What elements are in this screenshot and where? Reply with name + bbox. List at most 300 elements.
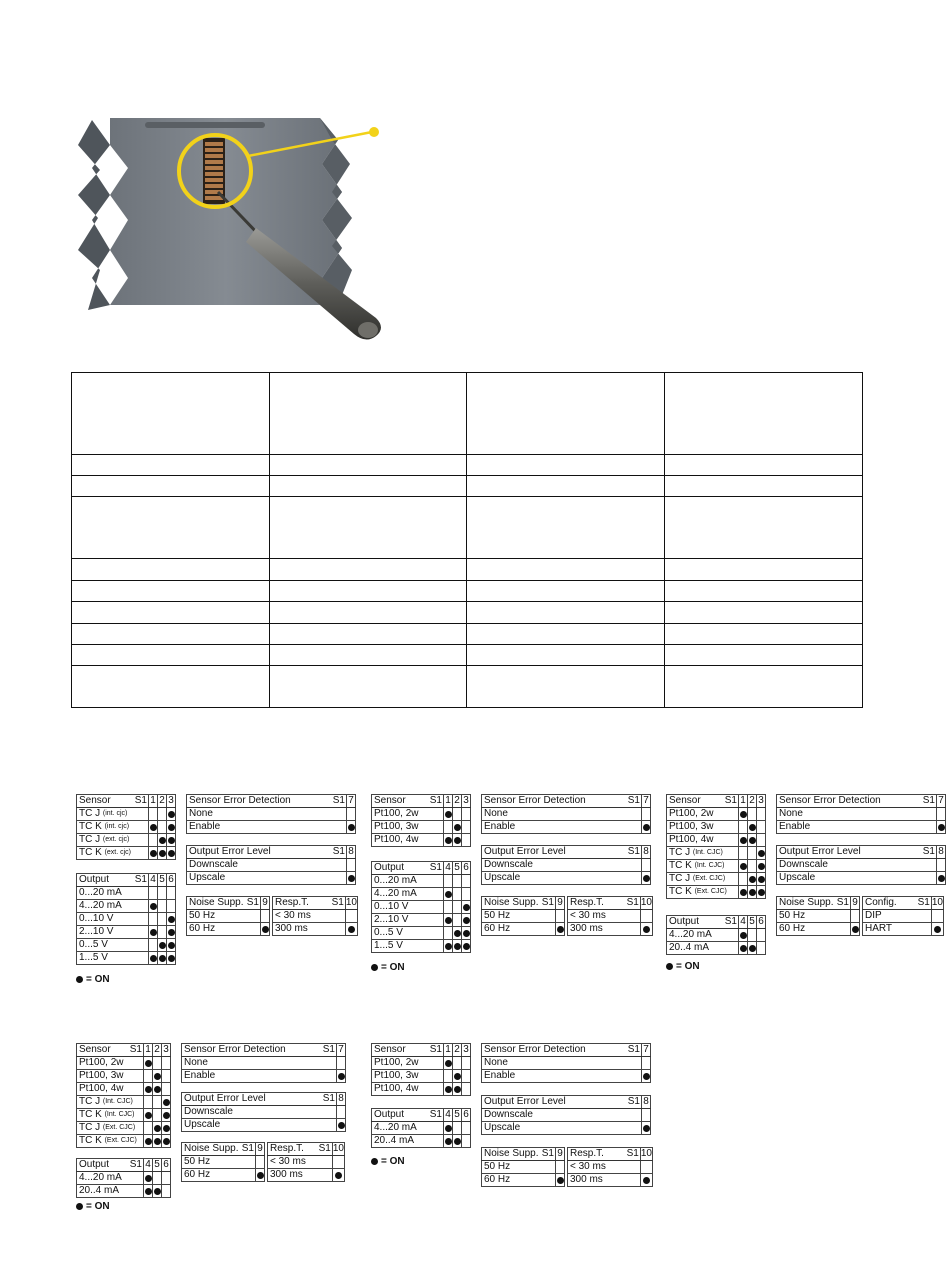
table-header bbox=[268, 1143, 345, 1156]
option-label: < 30 ms bbox=[568, 1161, 641, 1174]
switch-cell bbox=[167, 900, 176, 913]
switch-cell bbox=[640, 910, 652, 923]
switch-cell bbox=[462, 1122, 471, 1135]
option-text: TC J bbox=[669, 847, 691, 858]
header-cell bbox=[268, 1143, 333, 1156]
table-row bbox=[77, 1135, 171, 1148]
switch-cell bbox=[149, 900, 158, 913]
option-text: TC J bbox=[79, 1122, 101, 1133]
on-dot-icon bbox=[643, 1177, 650, 1184]
option-text: Pt100, 2w bbox=[374, 1057, 419, 1068]
switch-id: S1 bbox=[917, 897, 930, 908]
option-text: Pt100, 2w bbox=[79, 1057, 124, 1068]
switch-cell bbox=[149, 926, 158, 939]
switch-cell bbox=[642, 1109, 651, 1122]
option-text: 2...10 V bbox=[374, 914, 409, 925]
on-dot-icon bbox=[445, 1060, 452, 1067]
table-row bbox=[77, 834, 176, 847]
switch-cell bbox=[167, 887, 176, 900]
grid-cell bbox=[467, 666, 665, 708]
on-dot-icon bbox=[371, 1158, 378, 1165]
table-title: Output bbox=[374, 1109, 405, 1120]
switch-cell bbox=[642, 1122, 651, 1135]
switch-cell bbox=[462, 834, 471, 847]
on-dot-icon bbox=[338, 1122, 345, 1129]
on-dot-icon bbox=[335, 1172, 342, 1179]
option-label: 60 Hz bbox=[482, 1174, 556, 1187]
switch-cell bbox=[167, 847, 176, 860]
switch-cell bbox=[444, 1122, 453, 1135]
table-header bbox=[182, 1143, 265, 1156]
switch-number: 2 bbox=[154, 1044, 160, 1055]
switch-cell bbox=[462, 875, 471, 888]
sensor-table bbox=[371, 1043, 471, 1096]
legend-text: = ON bbox=[381, 962, 405, 973]
option-label: Downscale bbox=[187, 859, 347, 872]
table-row bbox=[568, 1161, 653, 1174]
switch-cell bbox=[851, 923, 860, 936]
table-row bbox=[777, 859, 946, 872]
grid-cell bbox=[72, 624, 270, 645]
switch-cell bbox=[158, 847, 167, 860]
grid-cell bbox=[467, 581, 665, 602]
switch-id: S1 bbox=[724, 795, 737, 806]
oel-table bbox=[481, 1095, 651, 1135]
option-label: 300 ms bbox=[568, 923, 641, 936]
option-label bbox=[77, 939, 149, 952]
switch-cell bbox=[937, 808, 946, 821]
option-label bbox=[372, 901, 444, 914]
table-title: Config. bbox=[865, 897, 897, 908]
switch-cell bbox=[144, 1122, 153, 1135]
on-dot-icon bbox=[740, 945, 747, 952]
grid-cell bbox=[467, 373, 665, 455]
table-title: Sensor Error Detection bbox=[189, 795, 291, 806]
on-dot-icon bbox=[445, 811, 452, 818]
grid-cell bbox=[270, 476, 467, 497]
on-dot-icon bbox=[76, 1203, 83, 1210]
switch-number: 10 bbox=[640, 897, 652, 908]
table-title: Output bbox=[79, 874, 110, 885]
switch-cell bbox=[167, 808, 176, 821]
table-title: Output Error Level bbox=[779, 846, 861, 857]
option-label bbox=[77, 808, 149, 821]
on-dot-icon bbox=[150, 824, 157, 831]
option-label bbox=[77, 1096, 144, 1109]
option-text: TC K bbox=[79, 1135, 102, 1146]
option-label: None bbox=[482, 1057, 642, 1070]
switch-number: 7 bbox=[643, 1044, 649, 1055]
option-label bbox=[667, 847, 739, 860]
switch-cell bbox=[347, 872, 356, 885]
switch-cell bbox=[153, 1096, 162, 1109]
switch-cell bbox=[162, 1172, 171, 1185]
table-row bbox=[863, 910, 944, 923]
option-label: < 30 ms bbox=[268, 1156, 333, 1169]
grid-cell bbox=[72, 497, 270, 559]
table-row bbox=[482, 808, 651, 821]
switch-number: 7 bbox=[938, 795, 944, 806]
legend-text: = ON bbox=[381, 1156, 405, 1167]
table-row bbox=[268, 1156, 345, 1169]
switch-id: S1 bbox=[724, 916, 737, 927]
header-cell bbox=[273, 897, 346, 910]
on-dot-icon bbox=[150, 955, 157, 962]
switch-number: 9 bbox=[557, 1148, 563, 1159]
table-row bbox=[482, 1109, 651, 1122]
on-dot-icon bbox=[463, 930, 470, 937]
option-text: 4...20 mA bbox=[374, 1122, 417, 1133]
on-dot-icon bbox=[740, 889, 747, 896]
switch-cell bbox=[153, 1172, 162, 1185]
table-header bbox=[482, 846, 651, 859]
switch-cell bbox=[149, 834, 158, 847]
switch-cell bbox=[640, 1174, 652, 1187]
option-label bbox=[372, 821, 444, 834]
table-header bbox=[568, 897, 653, 910]
switch-cell bbox=[462, 808, 471, 821]
table-row bbox=[273, 923, 358, 936]
on-dot-icon bbox=[758, 863, 765, 870]
switch-cell bbox=[757, 834, 766, 847]
switch-cell bbox=[748, 860, 757, 873]
table-row bbox=[482, 910, 565, 923]
switch-number: 9 bbox=[852, 897, 858, 908]
table-header bbox=[667, 795, 766, 808]
header-cell bbox=[77, 1159, 144, 1172]
switch-id: S1 bbox=[429, 1109, 442, 1120]
option-label: 60 Hz bbox=[187, 923, 261, 936]
grid-row bbox=[72, 602, 863, 624]
table-row bbox=[372, 888, 471, 901]
switch-cell bbox=[757, 847, 766, 860]
switch-cell bbox=[158, 913, 167, 926]
table-header bbox=[77, 795, 176, 808]
switch-cell bbox=[144, 1109, 153, 1122]
legend-text: = ON bbox=[676, 961, 700, 972]
on-dot-icon bbox=[145, 1138, 152, 1145]
option-text: 1...5 V bbox=[374, 940, 403, 951]
switch-number: 4 bbox=[445, 862, 451, 873]
table-row bbox=[77, 1172, 171, 1185]
sed-table bbox=[181, 1043, 346, 1083]
table-row bbox=[182, 1057, 346, 1070]
switch-cell bbox=[149, 821, 158, 834]
option-label: 60 Hz bbox=[182, 1169, 256, 1182]
table-row bbox=[182, 1156, 265, 1169]
switch-cell bbox=[748, 873, 757, 886]
switch-cell bbox=[149, 887, 158, 900]
switch-number: 5 bbox=[454, 862, 460, 873]
switch-cell bbox=[640, 923, 652, 936]
table-row bbox=[777, 923, 860, 936]
on-dot-icon bbox=[445, 837, 452, 844]
on-dot-icon bbox=[168, 929, 175, 936]
header-cell bbox=[187, 795, 347, 808]
option-label bbox=[77, 1122, 144, 1135]
ns-table bbox=[481, 896, 565, 936]
switch-number: 3 bbox=[758, 795, 764, 806]
switch-cell bbox=[162, 1135, 171, 1148]
on-dot-icon bbox=[348, 926, 355, 933]
header-cell bbox=[482, 795, 642, 808]
switch-cell bbox=[149, 939, 158, 952]
grid-cell bbox=[665, 666, 863, 708]
option-label: 60 Hz bbox=[482, 923, 556, 936]
on-dot-icon bbox=[749, 824, 756, 831]
switch-id: S1 bbox=[134, 874, 147, 885]
switch-number: 9 bbox=[262, 897, 268, 908]
option-label bbox=[77, 1172, 144, 1185]
option-label bbox=[77, 952, 149, 965]
switch-cell bbox=[642, 859, 651, 872]
option-label bbox=[372, 875, 444, 888]
table-row bbox=[372, 821, 471, 834]
on-dot-icon bbox=[454, 1138, 461, 1145]
switch-cell bbox=[757, 873, 766, 886]
grid-cell bbox=[467, 455, 665, 476]
switch-cell bbox=[144, 1185, 153, 1198]
option-text: 4...20 mA bbox=[79, 900, 122, 911]
switch-cell bbox=[640, 1161, 652, 1174]
switch-number: 1 bbox=[150, 795, 156, 806]
option-label: 300 ms bbox=[268, 1169, 333, 1182]
switch-cell bbox=[162, 1122, 171, 1135]
table-row bbox=[77, 1083, 171, 1096]
table-header bbox=[777, 795, 946, 808]
output-table bbox=[371, 861, 471, 953]
option-label bbox=[372, 808, 444, 821]
on-dot-icon bbox=[454, 943, 461, 950]
switch-id: S1 bbox=[129, 1044, 142, 1055]
table-row bbox=[667, 886, 766, 899]
on-dot-icon bbox=[145, 1112, 152, 1119]
switch-cell bbox=[453, 1070, 462, 1083]
on-dot-icon bbox=[154, 1138, 161, 1145]
option-label bbox=[77, 834, 149, 847]
option-label: None bbox=[777, 808, 937, 821]
table-row bbox=[77, 1057, 171, 1070]
grid-cell bbox=[72, 455, 270, 476]
option-text: TC K bbox=[79, 1109, 102, 1120]
option-text: 0...10 V bbox=[79, 913, 114, 924]
switch-cell bbox=[337, 1106, 346, 1119]
switch-cell bbox=[739, 834, 748, 847]
table-row bbox=[77, 926, 176, 939]
option-text: Pt100, 3w bbox=[79, 1070, 124, 1081]
switch-cell bbox=[462, 1070, 471, 1083]
grid-cell bbox=[72, 373, 270, 455]
switch-cell bbox=[149, 913, 158, 926]
table-header bbox=[482, 897, 565, 910]
switch-number: 4 bbox=[740, 916, 746, 927]
table-header bbox=[372, 1044, 471, 1057]
table-title: Sensor bbox=[79, 795, 111, 806]
table-row bbox=[667, 808, 766, 821]
switch-cell bbox=[748, 942, 757, 955]
switch-cell bbox=[462, 1083, 471, 1096]
switch-cell bbox=[453, 1135, 462, 1148]
option-label: 50 Hz bbox=[777, 910, 851, 923]
table-title: Resp.T. bbox=[570, 897, 604, 908]
option-label: Enable bbox=[187, 821, 347, 834]
table-row bbox=[77, 1122, 171, 1135]
header-cell bbox=[182, 1044, 337, 1057]
table-row bbox=[372, 1122, 471, 1135]
table-row bbox=[187, 821, 356, 834]
option-text: TC K bbox=[79, 847, 102, 858]
sed-table bbox=[186, 794, 356, 834]
grid-cell bbox=[467, 645, 665, 666]
option-label bbox=[667, 929, 739, 942]
option-text: 20..4 mA bbox=[669, 942, 710, 953]
on-dot-icon bbox=[557, 1177, 564, 1184]
table-row bbox=[777, 821, 946, 834]
table-row bbox=[182, 1106, 346, 1119]
switch-cell bbox=[167, 913, 176, 926]
table-row bbox=[372, 927, 471, 940]
switch-cell bbox=[261, 910, 270, 923]
option-label bbox=[77, 1109, 144, 1122]
table-row bbox=[568, 923, 653, 936]
switch-cell bbox=[937, 859, 946, 872]
option-text: Pt100, 3w bbox=[374, 1070, 419, 1081]
option-text: 20..4 mA bbox=[79, 1185, 120, 1196]
table-row bbox=[482, 859, 651, 872]
on-dot-icon bbox=[454, 930, 461, 937]
on-legend bbox=[371, 962, 405, 973]
grid-cell bbox=[665, 455, 863, 476]
header-cell bbox=[777, 795, 937, 808]
option-label: 300 ms bbox=[568, 1174, 641, 1187]
grid-cell bbox=[270, 373, 467, 455]
switch-cell bbox=[748, 808, 757, 821]
switch-cell bbox=[453, 888, 462, 901]
option-label bbox=[77, 887, 149, 900]
header-cell bbox=[77, 1044, 144, 1057]
table-row bbox=[77, 887, 176, 900]
on-dot-icon bbox=[934, 926, 941, 933]
switch-number: 10 bbox=[345, 897, 357, 908]
table-row bbox=[667, 929, 766, 942]
oel-table bbox=[481, 845, 651, 885]
grid-row bbox=[72, 645, 863, 666]
switch-number: 5 bbox=[159, 874, 165, 885]
table-title: Output Error Level bbox=[484, 846, 566, 857]
option-label: Downscale bbox=[777, 859, 937, 872]
option-label bbox=[667, 821, 739, 834]
switch-number: 2 bbox=[159, 795, 165, 806]
option-label: 50 Hz bbox=[182, 1156, 256, 1169]
switch-cell bbox=[162, 1057, 171, 1070]
switch-cell bbox=[739, 808, 748, 821]
switch-cell bbox=[937, 872, 946, 885]
switch-number: 5 bbox=[154, 1159, 160, 1170]
option-label bbox=[77, 1070, 144, 1083]
table-title: Output Error Level bbox=[184, 1093, 266, 1104]
table-row bbox=[77, 1185, 171, 1198]
switch-cell bbox=[332, 1169, 344, 1182]
on-dot-icon bbox=[145, 1175, 152, 1182]
table-row bbox=[187, 872, 356, 885]
switch-cell bbox=[158, 900, 167, 913]
option-label: < 30 ms bbox=[568, 910, 641, 923]
switch-cell bbox=[153, 1083, 162, 1096]
option-label: < 30 ms bbox=[273, 910, 346, 923]
on-dot-icon bbox=[445, 943, 452, 950]
switch-cell bbox=[144, 1070, 153, 1083]
switch-id: S1 bbox=[429, 795, 442, 806]
switch-cell bbox=[162, 1083, 171, 1096]
switch-cell bbox=[444, 1057, 453, 1070]
option-label: Downscale bbox=[182, 1106, 337, 1119]
switch-number: 1 bbox=[145, 1044, 151, 1055]
grid-cell bbox=[467, 559, 665, 581]
r-table bbox=[862, 896, 944, 936]
header-cell bbox=[482, 846, 642, 859]
option-label bbox=[77, 900, 149, 913]
switch-cell bbox=[144, 1057, 153, 1070]
r-table bbox=[267, 1142, 345, 1182]
grid-row bbox=[72, 455, 863, 476]
option-label: Downscale bbox=[482, 1109, 642, 1122]
on-dot-icon bbox=[150, 903, 157, 910]
on-dot-icon bbox=[168, 837, 175, 844]
on-dot-icon bbox=[159, 942, 166, 949]
on-dot-icon bbox=[758, 876, 765, 883]
grid-cell bbox=[270, 559, 467, 581]
on-dot-icon bbox=[168, 916, 175, 923]
table-header bbox=[777, 897, 860, 910]
switch-cell bbox=[757, 860, 766, 873]
switch-id: S1 bbox=[429, 862, 442, 873]
switch-cell bbox=[167, 926, 176, 939]
option-label: 300 ms bbox=[273, 923, 346, 936]
option-label bbox=[372, 834, 444, 847]
table-title: Noise Supp. bbox=[184, 1143, 239, 1154]
switch-number: 7 bbox=[338, 1044, 344, 1055]
switch-id: S1 bbox=[429, 1044, 442, 1055]
table-row bbox=[667, 847, 766, 860]
switch-cell bbox=[444, 834, 453, 847]
oel-table bbox=[181, 1092, 346, 1132]
switch-number: 3 bbox=[163, 1044, 169, 1055]
option-text: 4...20 mA bbox=[669, 929, 712, 940]
legend-text: = ON bbox=[86, 974, 110, 985]
cjc-note: (Ext. CJC) bbox=[694, 888, 727, 895]
table-header bbox=[482, 1044, 651, 1057]
option-label bbox=[372, 1083, 444, 1096]
table-title: Noise Supp. bbox=[189, 897, 244, 908]
grid-cell bbox=[72, 602, 270, 624]
table-row bbox=[187, 859, 356, 872]
switch-cell bbox=[739, 873, 748, 886]
specification-grid bbox=[71, 372, 863, 708]
switch-cell bbox=[144, 1135, 153, 1148]
table-row bbox=[187, 808, 356, 821]
on-dot-icon bbox=[150, 850, 157, 857]
table-header bbox=[182, 1044, 346, 1057]
switch-cell bbox=[144, 1172, 153, 1185]
on-dot-icon bbox=[445, 1086, 452, 1093]
option-label: 50 Hz bbox=[482, 910, 556, 923]
table-row bbox=[667, 873, 766, 886]
switch-number: 1 bbox=[445, 1044, 451, 1055]
grid-row bbox=[72, 497, 863, 559]
switch-cell bbox=[444, 808, 453, 821]
option-label: None bbox=[182, 1057, 337, 1070]
table-header bbox=[182, 1093, 346, 1106]
